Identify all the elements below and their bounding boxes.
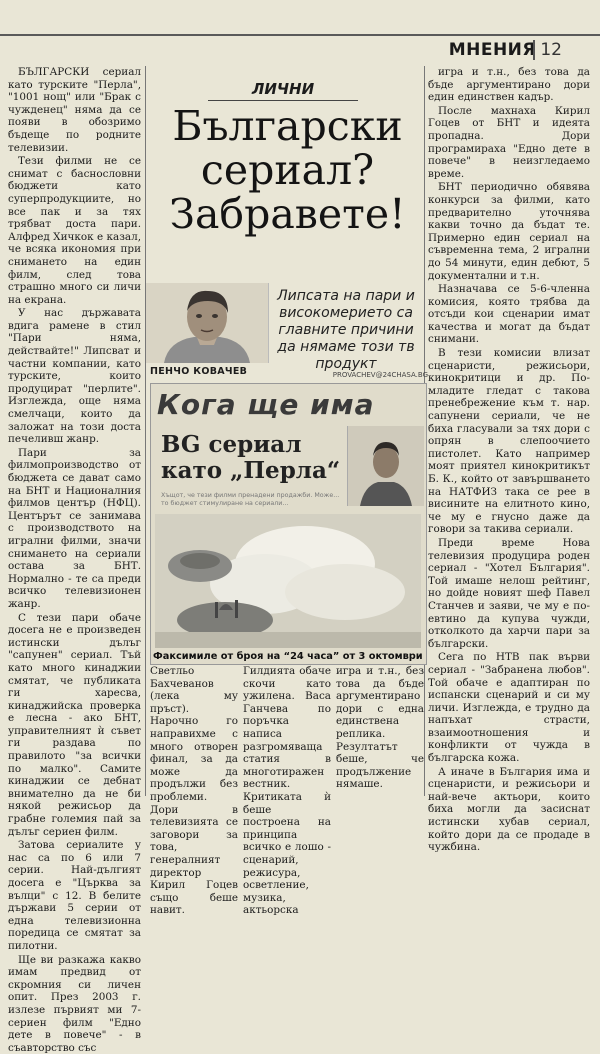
facsimile-portrait [347,426,424,506]
sub-column [243,665,331,917]
facsimile-clipping [150,383,427,665]
author-email: PROVACHEV@24CHASA.BG [332,371,428,379]
paragraph: БНТ периодично обявява конкурси за филми, като предварително уточнява какви точно да бъдат те. Примерно един сериал на съвременна тема, 2 игрални до 54 минути, един дебют, 5 документални и т.н. [428,181,590,282]
paragraph: А иначе в България има и сценаристи, и режисьори и най-вече актьори, които биха могли да засиснат истински хубав сериал, който дори да се продаде в чужбина. [428,765,590,854]
paragraph: БЪЛГАРСКИ сериал като турските "Перла", "1001 нощ" или "Брак с чужденец" няма да се появи в обозримо бъдеще по родните телевизии. [8,66,141,154]
section-label: МНЕНИЯ [448,40,536,60]
column-divider [145,66,146,796]
facsimile-caption: Факсимиле от броя на “24 часа” от 3 октомври [153,651,423,662]
facsimile-teaser: Хъщот, че тези филми пренадени продажби. Може... то бюджет стимулиране на сериали... [161,492,340,507]
facsimile-subheadline: BG сериал като „Перла“ [161,431,341,484]
paragraph: Преди време Нова телевизия продуцира роден сериал - "Хотел България". Той имаше нелош рейтинг, но дойде новият шеф Павел Станчев и заяви, че му е по-евтино да купува чужди, отколкото да харчи пари за български. [428,536,590,650]
kicker-label: ЛИЧНИ [208,80,358,101]
page-number: 12 [533,40,562,60]
facsimile-illustration [155,514,421,648]
paragraph: игра и т.н., без това да бъде аргументирано дори с една единствена реплика. Резултатът беше, че продължение нямаше. [336,665,424,791]
paragraph: У нас държавата вдига рамене в стил "Пари няма, действайте!" Липсват и частни компании, като турските, които продуцират "перлите". Изглежда, още няма смелчаци, които да заложат на този доста печеливш жанр. [8,307,141,446]
paragraph: В тези комисии влизат сценаристи, режисьори, кинокритици и др. По-младите гледат с такова пренебрежение към т. нар. сапунени сериали, че не биха гласували за тях дори с опрян в слепоочието пистолет. Като например моят приятел кинокритикът Б. К., който от завършването на НАТФИЗ така се рее в висините на елитното кино, че му е гнусно даже да говори за такива сериали. [428,347,590,536]
paragraph: После махнаха Кирил Гоцев от БНТ и идеята пропадна. Дори програмираха "Едно дете в повече" в неизгледаемо време. [428,104,590,180]
header-rule [0,34,600,36]
paragraph: Назначава се 5-6-членна комисия, която трябва да отсъди кои сценарии имат качества и могат да бъдат снимани. [428,283,590,346]
paragraph: С тези пари обаче досега не е произведен истински дълъг "сапунен" сериал. Тъй като много кинаджии смятат, че публиката ги харесва, кинаджийска проверка е лесна - ако БНТ, управителният ѝ съвет ги раздава по правилото "за всички по малко". Самите кинаджии се дебнат внимателно да не би някой режисьор да грабне големия пай за дълъг сериен филм. [8,611,141,838]
article-deck: Липсата на пари и високомерието са главните причини да нямаме този тв продукт [277,288,415,372]
facsimile-headline: Кога ще има [157,388,375,421]
author-photo [146,283,269,363]
paragraph: Гилдията обаче скочи като ужилена. Васа Ганчева по поръчка написа разгромяваща статия в многотиражен вестник. Критиката ѝ беше построена на принципа всичко е лошо - сценарий, режисура, осветление, музика, актьорска [243,665,331,917]
paragraph: Светльо Бахчеванов (лека му пръст). Нарочно го направихме с много отворен финал, за да може да продължи без проблеми. Дори в телевизията се заговори за това, генералният директор Кирил Гоцев също беше навит. [150,665,238,917]
headline-line: Български [172,102,403,150]
paragraph: Сега по НТВ пак върви сериал - "Забранена любов". Той обаче е адаптиран по испански сценарий и си му личи. Изглежда, е трудно да напъхат страсти, взаимоотношения и конфликти от чужда в българска кожа. [428,651,590,765]
article-headline [150,104,425,236]
sub-column [150,665,238,917]
author-byline: ПЕНЧО КОВАЧЕВ [150,366,248,377]
sub-column [336,665,424,796]
paragraph: Затова сериалите у нас са по 6 или 7 серии. Най-дългият досега е "Църква за вълци" с 12. В белите държави 5 серии от една телевизионна поредица се смятат за пилотни. [8,839,141,952]
left-column [8,66,141,1054]
bottom-columns [150,665,425,917]
right-column [428,66,590,854]
headline-line: сериал? [200,146,375,194]
paragraph: игра и т.н., без това да бъде аргументирано дори един единствен кадър. [428,66,590,104]
headline-line: Забравете! [169,190,406,238]
paragraph: Тези филми не се снимат с баснословни бюджети като суперпродукциите, но все пак и за тях трябват доста пари. Алфред Хичкок е казал, че всяка икономия при снимането на един филм, след това страшно много си личи на екрана. [8,155,141,306]
paragraph: Пари за филмопроизводство от бюджета се дават само на БНТ и Националния филмов център (НФЦ). Центърът се занимава с производството на игрални филми, значи снимането на сериали остава за БНТ. Нормално - те са преди всичко телевизионен жанр. [8,446,141,610]
paragraph: Ще ви разкажа какво имам предвид от скромния си личен опит. През 2003 г. излезе първият ми 7-сериен филм "Едно дете в повече" - в съавторство със [8,953,141,1054]
